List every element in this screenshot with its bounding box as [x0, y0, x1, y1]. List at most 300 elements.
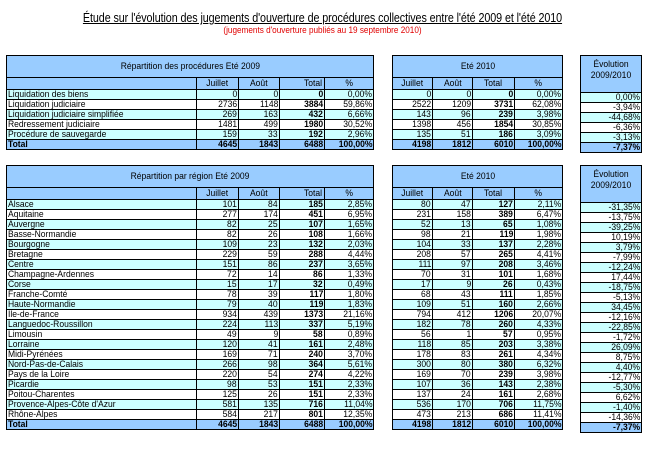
table-row — [581, 323, 642, 333]
cell-t10: 65 — [473, 220, 515, 230]
table-row — [7, 310, 374, 320]
cell-label: Aquitaine — [7, 210, 197, 220]
cell-t10: 111 — [473, 290, 515, 300]
table-row — [581, 353, 642, 363]
cell-evo: -12,16% — [581, 313, 642, 323]
cell-a09: 54 — [239, 370, 280, 380]
cell-a09: 33 — [239, 130, 280, 140]
total-row — [7, 140, 374, 150]
cell-j10: 80 — [393, 200, 433, 210]
table-row — [393, 410, 563, 420]
cell-j09: 82 — [197, 230, 239, 240]
cell-j10: 52 — [393, 220, 433, 230]
cell-label: Haute-Normandie — [7, 300, 197, 310]
cell-a09: 163 — [239, 110, 280, 120]
cell-label: Languedoc-Roussillon — [7, 320, 197, 330]
cell-a10: 96 — [433, 110, 473, 120]
table-row — [581, 213, 642, 223]
cell-t09: 6488 — [280, 140, 325, 150]
cell-j10: 169 — [393, 370, 433, 380]
cell-label: Alsace — [7, 200, 197, 210]
procedures-table-evolution — [580, 55, 642, 153]
cell-j09: 277 — [197, 210, 239, 220]
cell-t09: 0 — [280, 90, 325, 100]
table-row — [393, 250, 563, 260]
cell-label: Bourgogne — [7, 240, 197, 250]
cell-t09: 801 — [280, 410, 325, 420]
table-row — [581, 273, 642, 283]
cell-t09: 86 — [280, 270, 325, 280]
table-row — [581, 303, 642, 313]
table-row — [393, 330, 563, 340]
cell-a09: 1843 — [239, 140, 280, 150]
cell-label: Midi-Pyrénées — [7, 350, 197, 360]
table-row — [393, 200, 563, 210]
cell-t09: 151 — [280, 380, 325, 390]
table-row — [7, 400, 374, 410]
cell-label: Corse — [7, 280, 197, 290]
table-row — [7, 110, 374, 120]
cell-t10: 1206 — [473, 310, 515, 320]
cell-evo: -31,35% — [581, 203, 642, 213]
page-subtitle: (jugements d'ouverture publiés au 19 septembre 2010) — [223, 25, 422, 36]
cell-evo: -6,36% — [581, 123, 642, 133]
table-row — [393, 400, 563, 410]
cell-a10: 51 — [433, 300, 473, 310]
cell-p10: 100,00% — [515, 420, 563, 430]
table-row — [7, 390, 374, 400]
cell-p10: 2,68% — [515, 390, 563, 400]
cell-p10: 4,34% — [515, 350, 563, 360]
col-pct-header: % — [515, 78, 563, 90]
cell-p09: 1,83% — [325, 300, 374, 310]
cell-a09: 17 — [239, 280, 280, 290]
cell-p10: 3,09% — [515, 130, 563, 140]
cell-j09: 269 — [197, 110, 239, 120]
col-pct-header: % — [325, 78, 374, 90]
cell-a10: 1812 — [433, 420, 473, 430]
cell-j10: 231 — [393, 210, 433, 220]
cell-j10: 178 — [393, 350, 433, 360]
cell-label: Centre — [7, 260, 197, 270]
cell-p09: 0,89% — [325, 330, 374, 340]
regions-table-2009 — [6, 165, 374, 430]
table-row — [7, 90, 374, 100]
cell-j10: 98 — [393, 230, 433, 240]
table-row — [7, 100, 374, 110]
cell-t10: 389 — [473, 210, 515, 220]
table-row — [393, 290, 563, 300]
table-row — [393, 340, 563, 350]
col-pct-header: % — [325, 188, 374, 200]
cell-j10: 68 — [393, 290, 433, 300]
cell-label: Liquidation judiciaire — [7, 100, 197, 110]
cell-a10: 47 — [433, 200, 473, 210]
table-row — [581, 93, 642, 103]
table-row — [7, 380, 374, 390]
cell-t09: 107 — [280, 220, 325, 230]
cell-evo: -3,13% — [581, 133, 642, 143]
cell-t10: 127 — [473, 200, 515, 210]
cell-p09: 30,52% — [325, 120, 374, 130]
cell-p09: 100,00% — [325, 420, 374, 430]
col-total-header: Total — [473, 188, 515, 200]
cell-a10: 78 — [433, 320, 473, 330]
cell-t10: 160 — [473, 300, 515, 310]
cell-p10: 2,66% — [515, 300, 563, 310]
cell-j10: 4198 — [393, 420, 433, 430]
cell-t10: 3731 — [473, 100, 515, 110]
cell-j09: 266 — [197, 360, 239, 370]
cell-a09: 1148 — [239, 100, 280, 110]
table-row — [581, 233, 642, 243]
cell-a09: 71 — [239, 350, 280, 360]
cell-p09: 0,00% — [325, 90, 374, 100]
col-total-header: Total — [280, 188, 325, 200]
cell-a10: 43 — [433, 290, 473, 300]
cell-p10: 1,08% — [515, 220, 563, 230]
cell-evo: -1,72% — [581, 333, 642, 343]
cell-a10: 36 — [433, 380, 473, 390]
cell-a10: 1812 — [433, 140, 473, 150]
cell-t10: 261 — [473, 350, 515, 360]
table-row — [7, 260, 374, 270]
cell-evo: -5,13% — [581, 293, 642, 303]
cell-evo: 26,09% — [581, 343, 642, 353]
cell-evo: -3,94% — [581, 103, 642, 113]
table-row — [581, 393, 642, 403]
cell-a10: 456 — [433, 120, 473, 130]
cell-evo: 34,45% — [581, 303, 642, 313]
cell-t09: 274 — [280, 370, 325, 380]
table-row — [393, 130, 563, 140]
cell-a10: 1 — [433, 330, 473, 340]
cell-evo: 8,75% — [581, 353, 642, 363]
cell-t09: 237 — [280, 260, 325, 270]
cell-a09: 499 — [239, 120, 280, 130]
cell-j10: 109 — [393, 300, 433, 310]
cell-t10: 6010 — [473, 420, 515, 430]
cell-evo: -12,24% — [581, 263, 642, 273]
table-row — [581, 223, 642, 233]
cell-a09: 53 — [239, 380, 280, 390]
table-row — [7, 340, 374, 350]
cell-a09: 39 — [239, 290, 280, 300]
col-label-header — [7, 78, 197, 90]
cell-t09: 240 — [280, 350, 325, 360]
cell-t10: 239 — [473, 370, 515, 380]
procedures-table-2009 — [6, 55, 374, 150]
cell-evo: 10,19% — [581, 233, 642, 243]
cell-a09: 26 — [239, 390, 280, 400]
col-total-header: Total — [280, 78, 325, 90]
table-row — [581, 123, 642, 133]
table-row — [7, 410, 374, 420]
cell-evo: -22,85% — [581, 323, 642, 333]
cell-p10: 0,43% — [515, 280, 563, 290]
cell-j09: 4645 — [197, 140, 239, 150]
table-evolution-title: Évolution 2009/2010 — [581, 56, 642, 93]
cell-p09: 21,16% — [325, 310, 374, 320]
cell-a10: 13 — [433, 220, 473, 230]
col-aout-header: Août — [239, 78, 280, 90]
table-row — [393, 350, 563, 360]
table-evolution-title: Évolution 2009/2010 — [581, 166, 642, 203]
table-row — [393, 260, 563, 270]
cell-p09: 11,04% — [325, 400, 374, 410]
cell-label: Provence-Alpes-Côte d'Azur — [7, 400, 197, 410]
table-row — [581, 133, 642, 143]
cell-a09: 59 — [239, 250, 280, 260]
cell-t10: 137 — [473, 240, 515, 250]
col-pct-header: % — [515, 188, 563, 200]
cell-label: Liquidation judiciaire simplifiée — [7, 110, 197, 120]
cell-label: Bretagne — [7, 250, 197, 260]
cell-evo: 0,00% — [581, 93, 642, 103]
cell-a10: 24 — [433, 390, 473, 400]
cell-evo: -14,36% — [581, 413, 642, 423]
table-2010-title: Eté 2010 — [393, 56, 563, 78]
table-2009-title: Répartition des procédures Eté 2009 — [7, 56, 374, 78]
col-aout-header: Août — [433, 188, 473, 200]
cell-p10: 100,00% — [515, 140, 563, 150]
cell-j10: 70 — [393, 270, 433, 280]
cell-p10: 2,11% — [515, 200, 563, 210]
cell-label: Lorraine — [7, 340, 197, 350]
cell-a10: 213 — [433, 410, 473, 420]
cell-p09: 100,00% — [325, 140, 374, 150]
cell-a09: 86 — [239, 260, 280, 270]
cell-t09: 32 — [280, 280, 325, 290]
table-row — [7, 210, 374, 220]
cell-j09: 78 — [197, 290, 239, 300]
table-2009-title: Répartition par région Eté 2009 — [7, 166, 374, 188]
cell-evo: -18,75% — [581, 283, 642, 293]
cell-t09: 288 — [280, 250, 325, 260]
table-row — [7, 220, 374, 230]
cell-p09: 2,96% — [325, 130, 374, 140]
cell-p09: 3,70% — [325, 350, 374, 360]
table-row — [581, 363, 642, 373]
cell-p09: 3,65% — [325, 260, 374, 270]
cell-a10: 31 — [433, 270, 473, 280]
cell-a09: 23 — [239, 240, 280, 250]
cell-a10: 170 — [433, 400, 473, 410]
table-row — [581, 113, 642, 123]
cell-label: Rhône-Alpes — [7, 410, 197, 420]
table-row — [393, 220, 563, 230]
col-juillet-header: Juillet — [393, 78, 433, 90]
cell-p10: 3,46% — [515, 260, 563, 270]
cell-j09: 2736 — [197, 100, 239, 110]
cell-a10: 97 — [433, 260, 473, 270]
col-juillet-header: Juillet — [197, 188, 239, 200]
cell-label: Total — [7, 420, 197, 430]
cell-p09: 0,49% — [325, 280, 374, 290]
cell-t09: 119 — [280, 300, 325, 310]
cell-label: Champagne-Ardennes — [7, 270, 197, 280]
cell-t09: 132 — [280, 240, 325, 250]
table-row — [393, 300, 563, 310]
cell-p09: 2,03% — [325, 240, 374, 250]
cell-a09: 439 — [239, 310, 280, 320]
cell-p09: 12,35% — [325, 410, 374, 420]
cell-label: Procédure de sauvegarde — [7, 130, 197, 140]
cell-t10: 380 — [473, 360, 515, 370]
cell-a09: 14 — [239, 270, 280, 280]
cell-evo: -1,40% — [581, 403, 642, 413]
table-row — [7, 350, 374, 360]
cell-t09: 716 — [280, 400, 325, 410]
cell-p10: 6,32% — [515, 360, 563, 370]
table-row — [7, 200, 374, 210]
table-row — [7, 360, 374, 370]
cell-j10: 135 — [393, 130, 433, 140]
cell-j10: 208 — [393, 250, 433, 260]
cell-j09: 581 — [197, 400, 239, 410]
table-row — [7, 240, 374, 250]
total-row — [7, 420, 374, 430]
cell-j09: 934 — [197, 310, 239, 320]
table-row — [581, 413, 642, 423]
col-label-header — [7, 188, 197, 200]
cell-evo: 3,79% — [581, 243, 642, 253]
cell-label: Picardie — [7, 380, 197, 390]
table-row — [393, 270, 563, 280]
cell-j09: 72 — [197, 270, 239, 280]
cell-p10: 3,98% — [515, 370, 563, 380]
cell-p09: 6,95% — [325, 210, 374, 220]
table-row — [581, 403, 642, 413]
table-row — [7, 320, 374, 330]
cell-t10: 706 — [473, 400, 515, 410]
table-row — [7, 250, 374, 260]
cell-p09: 1,65% — [325, 220, 374, 230]
cell-j10: 137 — [393, 390, 433, 400]
table-row — [581, 373, 642, 383]
total-row — [393, 140, 563, 150]
table-row — [393, 280, 563, 290]
table-row — [581, 263, 642, 273]
cell-a10: 412 — [433, 310, 473, 320]
cell-j10: 794 — [393, 310, 433, 320]
cell-label: Liquidation des biens — [7, 90, 197, 100]
cell-a09: 41 — [239, 340, 280, 350]
cell-j09: 151 — [197, 260, 239, 270]
cell-j09: 169 — [197, 350, 239, 360]
cell-j09: 159 — [197, 130, 239, 140]
cell-a09: 135 — [239, 400, 280, 410]
cell-t10: 101 — [473, 270, 515, 280]
cell-j10: 1398 — [393, 120, 433, 130]
regions-table-2010 — [392, 165, 563, 430]
cell-p09: 6,66% — [325, 110, 374, 120]
table-row — [581, 343, 642, 353]
cell-p10: 0,95% — [515, 330, 563, 340]
cell-j10: 0 — [393, 90, 433, 100]
cell-j10: 300 — [393, 360, 433, 370]
table-row — [7, 290, 374, 300]
cell-a09: 113 — [239, 320, 280, 330]
cell-j09: 49 — [197, 330, 239, 340]
cell-j09: 4645 — [197, 420, 239, 430]
cell-t10: 161 — [473, 390, 515, 400]
cell-j10: 473 — [393, 410, 433, 420]
cell-p10: 11,41% — [515, 410, 563, 420]
table-row — [581, 383, 642, 393]
cell-p10: 3,98% — [515, 110, 563, 120]
cell-a09: 1843 — [239, 420, 280, 430]
total-row — [393, 420, 563, 430]
col-total-header: Total — [473, 78, 515, 90]
cell-j10: 104 — [393, 240, 433, 250]
table-row — [581, 283, 642, 293]
cell-p10: 0,00% — [515, 90, 563, 100]
cell-p09: 4,22% — [325, 370, 374, 380]
cell-j09: 82 — [197, 220, 239, 230]
cell-j10: 111 — [393, 260, 433, 270]
table-row — [581, 313, 642, 323]
cell-p09: 1,66% — [325, 230, 374, 240]
cell-p10: 4,41% — [515, 250, 563, 260]
cell-p09: 4,44% — [325, 250, 374, 260]
col-aout-header: Août — [433, 78, 473, 90]
cell-t10: 1854 — [473, 120, 515, 130]
cell-j09: 109 — [197, 240, 239, 250]
cell-a09: 217 — [239, 410, 280, 420]
cell-j10: 118 — [393, 340, 433, 350]
cell-t09: 117 — [280, 290, 325, 300]
cell-a09: 25 — [239, 220, 280, 230]
cell-p10: 62,08% — [515, 100, 563, 110]
cell-a10: 85 — [433, 340, 473, 350]
cell-evo: -13,75% — [581, 213, 642, 223]
table-row — [581, 333, 642, 343]
cell-t10: 0 — [473, 90, 515, 100]
cell-label: Redressement judiciaire — [7, 120, 197, 130]
procedures-table-2010 — [392, 55, 563, 150]
table-row — [7, 120, 374, 130]
cell-j09: 15 — [197, 280, 239, 290]
cell-p10: 1,68% — [515, 270, 563, 280]
table-row — [393, 380, 563, 390]
table-row — [393, 240, 563, 250]
cell-a10: 158 — [433, 210, 473, 220]
cell-a09: 84 — [239, 200, 280, 210]
cell-j09: 229 — [197, 250, 239, 260]
cell-t10: 57 — [473, 330, 515, 340]
table-row — [581, 203, 642, 213]
cell-a10: 83 — [433, 350, 473, 360]
cell-p10: 2,28% — [515, 240, 563, 250]
cell-j10: 2522 — [393, 100, 433, 110]
cell-t10: 239 — [473, 110, 515, 120]
cell-label: Ile-de-France — [7, 310, 197, 320]
table-row — [581, 243, 642, 253]
cell-t09: 185 — [280, 200, 325, 210]
cell-j10: 143 — [393, 110, 433, 120]
table-row — [393, 230, 563, 240]
cell-label: Poitou-Charentes — [7, 390, 197, 400]
cell-evo: -12,77% — [581, 373, 642, 383]
cell-a09: 9 — [239, 330, 280, 340]
cell-a10: 80 — [433, 360, 473, 370]
cell-p10: 30,85% — [515, 120, 563, 130]
cell-t09: 364 — [280, 360, 325, 370]
total-row — [581, 423, 642, 433]
cell-p10: 1,98% — [515, 230, 563, 240]
table-row — [7, 300, 374, 310]
